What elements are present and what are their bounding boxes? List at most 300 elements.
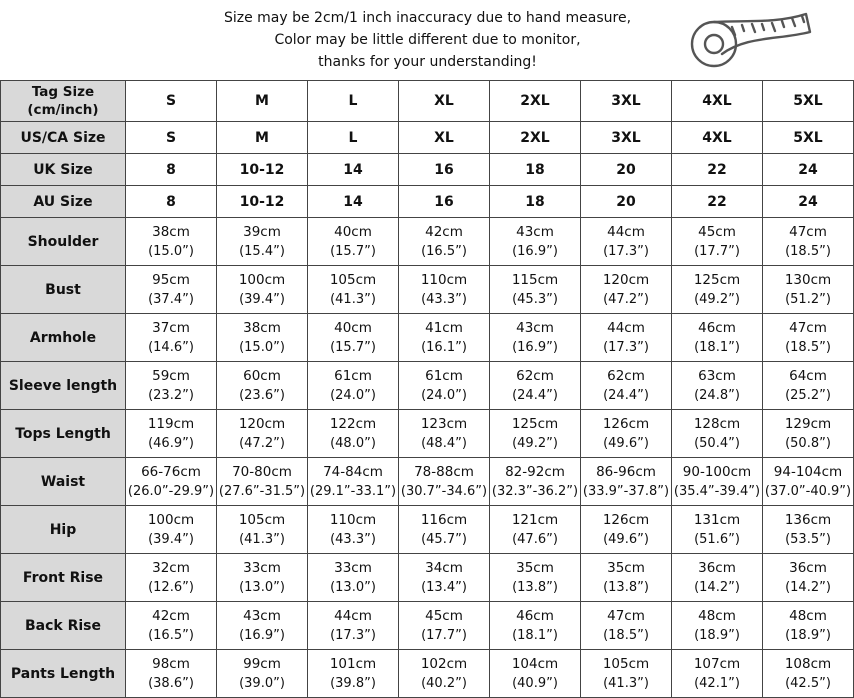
inch-value: (51.2”)	[785, 291, 831, 307]
inch-value: (41.3”)	[239, 531, 285, 547]
cm-value: 122cm	[329, 415, 377, 432]
inch-value: (13.8”)	[603, 579, 649, 595]
inch-value: (16.5”)	[421, 243, 467, 259]
cm-value: 37cm	[152, 319, 190, 336]
measurement-row	[1, 602, 854, 650]
cm-value: 33cm	[334, 559, 372, 576]
measurement-cell	[490, 218, 581, 266]
header-row	[1, 186, 854, 218]
cm-value: 66-76cm	[141, 463, 201, 480]
measurement-cell	[308, 458, 399, 506]
cm-value: 120cm	[602, 271, 650, 288]
header-row	[1, 154, 854, 186]
cm-value: 116cm	[420, 511, 468, 528]
cm-value: 61cm	[425, 367, 463, 384]
cm-value: 95cm	[152, 271, 190, 288]
size-cell: 20	[581, 154, 672, 186]
row-label: Back Rise	[1, 602, 126, 650]
measurement-cell	[399, 458, 490, 506]
measurement-cell	[126, 602, 217, 650]
inch-value: (50.8”)	[785, 435, 831, 451]
cm-value: 119cm	[147, 415, 195, 432]
cm-value: 105cm	[329, 271, 377, 288]
measurement-cell	[217, 602, 308, 650]
size-cell: L	[308, 122, 399, 154]
inch-value: (18.9”)	[785, 627, 831, 643]
inch-value: (18.5”)	[603, 627, 649, 643]
row-label: US/CA Size	[1, 122, 126, 154]
size-cell: 8	[126, 154, 217, 186]
measurement-row	[1, 266, 854, 314]
size-cell: 5XL	[763, 122, 854, 154]
inch-value: (32.3”-36.2”)	[491, 483, 579, 499]
cm-value: 46cm	[698, 319, 736, 336]
inch-value: (15.4”)	[239, 243, 285, 259]
inch-value: (18.1”)	[694, 339, 740, 355]
inch-value: (48.4”)	[421, 435, 467, 451]
measurement-cell	[490, 506, 581, 554]
measurement-cell	[308, 266, 399, 314]
measurement-cell	[126, 410, 217, 458]
row-label: Hip	[1, 506, 126, 554]
cm-value: 123cm	[420, 415, 468, 432]
inch-value: (23.2”)	[148, 387, 194, 403]
cm-value: 33cm	[243, 559, 281, 576]
measurement-cell	[399, 554, 490, 602]
measurement-cell	[581, 554, 672, 602]
measurement-cell	[763, 602, 854, 650]
inch-value: (17.7”)	[421, 627, 467, 643]
inch-value: (14.2”)	[785, 579, 831, 595]
measurement-cell	[672, 602, 763, 650]
measurement-cell	[581, 650, 672, 698]
measurement-cell	[672, 410, 763, 458]
size-cell: 20	[581, 186, 672, 218]
size-cell: 16	[399, 186, 490, 218]
notice-line-1: Size may be 2cm/1 inch inaccuracy due to hand measure,	[223, 10, 632, 26]
inch-value: (33.9”-37.8”)	[582, 483, 670, 499]
measurement-cell	[126, 650, 217, 698]
cm-value: 105cm	[238, 511, 286, 528]
header-row	[1, 122, 854, 154]
inch-value: (49.6”)	[603, 531, 649, 547]
size-cell: S	[126, 122, 217, 154]
measurement-cell	[308, 218, 399, 266]
cm-value: 46cm	[516, 607, 554, 624]
size-cell: 3XL	[581, 122, 672, 154]
size-cell: 22	[672, 154, 763, 186]
inch-value: (40.2”)	[421, 675, 467, 691]
inch-value: (49.6”)	[603, 435, 649, 451]
row-label: Armhole	[1, 314, 126, 362]
measurement-cell	[308, 314, 399, 362]
size-cell: 14	[308, 154, 399, 186]
measurement-cell	[672, 266, 763, 314]
inch-value: (50.4”)	[694, 435, 740, 451]
inch-value: (40.9”)	[512, 675, 558, 691]
cm-value: 42cm	[425, 223, 463, 240]
measurement-cell	[217, 458, 308, 506]
measurement-cell	[399, 602, 490, 650]
cm-value: 105cm	[602, 655, 650, 672]
inch-value: (35.4”-39.4”)	[673, 483, 761, 499]
cm-value: 64cm	[789, 367, 827, 384]
inch-value: (25.2”)	[785, 387, 831, 403]
inch-value: (18.1”)	[512, 627, 558, 643]
cm-value: 36cm	[789, 559, 827, 576]
cm-value: 86-96cm	[596, 463, 656, 480]
cm-value: 41cm	[425, 319, 463, 336]
measurement-cell	[763, 506, 854, 554]
measurement-cell	[490, 266, 581, 314]
row-label: Waist	[1, 458, 126, 506]
cm-value: 44cm	[607, 223, 645, 240]
measurement-cell	[399, 650, 490, 698]
cm-value: 40cm	[334, 223, 372, 240]
inch-value: (43.3”)	[330, 531, 376, 547]
measurement-cell	[672, 554, 763, 602]
row-label: Front Rise	[1, 554, 126, 602]
inch-value: (46.9”)	[148, 435, 194, 451]
measurement-cell	[217, 554, 308, 602]
measurement-row	[1, 650, 854, 698]
cm-value: 115cm	[511, 271, 559, 288]
size-cell: 16	[399, 154, 490, 186]
inch-value: (13.0”)	[239, 579, 285, 595]
cm-value: 120cm	[238, 415, 286, 432]
measurement-cell	[126, 362, 217, 410]
measurement-cell	[672, 362, 763, 410]
inch-value: (24.4”)	[512, 387, 558, 403]
row-label: Pants Length	[1, 650, 126, 698]
cm-value: 48cm	[789, 607, 827, 624]
inch-value: (48.0”)	[330, 435, 376, 451]
cm-value: 101cm	[329, 655, 377, 672]
inch-value: (49.2”)	[694, 291, 740, 307]
cm-value: 94-104cm	[773, 463, 843, 480]
cm-value: 38cm	[152, 223, 190, 240]
inch-value: (15.0”)	[239, 339, 285, 355]
cm-value: 35cm	[607, 559, 645, 576]
inch-value: (16.9”)	[512, 243, 558, 259]
cm-value: 63cm	[698, 367, 736, 384]
inch-value: (24.0”)	[330, 387, 376, 403]
cm-value: 44cm	[334, 607, 372, 624]
measurement-cell	[490, 458, 581, 506]
cm-value: 125cm	[693, 271, 741, 288]
inch-value: (39.4”)	[148, 531, 194, 547]
measurement-cell	[126, 554, 217, 602]
inch-value: (43.3”)	[421, 291, 467, 307]
measurement-cell	[126, 218, 217, 266]
cm-value: 47cm	[607, 607, 645, 624]
measurement-cell	[399, 506, 490, 554]
inch-value: (16.9”)	[239, 627, 285, 643]
measurement-cell	[490, 362, 581, 410]
measurement-cell	[217, 266, 308, 314]
cm-value: 36cm	[698, 559, 736, 576]
measurement-cell	[763, 314, 854, 362]
cm-value: 129cm	[784, 415, 832, 432]
measurement-cell	[763, 266, 854, 314]
notice-line-2: Color may be little different due to monitor,	[274, 32, 581, 48]
measurement-cell	[126, 314, 217, 362]
cm-value: 48cm	[698, 607, 736, 624]
measurement-cell	[672, 218, 763, 266]
cm-value: 108cm	[784, 655, 832, 672]
measurement-cell	[763, 458, 854, 506]
row-label: Tops Length	[1, 410, 126, 458]
inch-value: (24.8”)	[694, 387, 740, 403]
inch-value: (16.1”)	[421, 339, 467, 355]
cm-value: 35cm	[516, 559, 554, 576]
cm-value: 61cm	[334, 367, 372, 384]
cm-value: 70-80cm	[232, 463, 292, 480]
measurement-cell	[308, 554, 399, 602]
measurement-row	[1, 458, 854, 506]
inch-value: (18.5”)	[785, 243, 831, 259]
measurement-cell	[126, 266, 217, 314]
measurement-row	[1, 218, 854, 266]
size-cell: 24	[763, 186, 854, 218]
measurement-cell	[490, 602, 581, 650]
inch-value: (39.4”)	[239, 291, 285, 307]
measurement-cell	[126, 458, 217, 506]
inch-value: (39.0”)	[239, 675, 285, 691]
size-cell: XL	[399, 81, 490, 122]
measurement-row	[1, 506, 854, 554]
size-cell: 4XL	[672, 81, 763, 122]
row-label: Tag Size (cm/inch)	[1, 81, 126, 122]
cm-value: 43cm	[516, 319, 554, 336]
inch-value: (37.4”)	[148, 291, 194, 307]
cm-value: 38cm	[243, 319, 281, 336]
cm-value: 128cm	[693, 415, 741, 432]
measurement-cell	[308, 410, 399, 458]
measurement-row	[1, 314, 854, 362]
cm-value: 43cm	[516, 223, 554, 240]
inch-value: (15.7”)	[330, 339, 376, 355]
inch-value: (17.7”)	[694, 243, 740, 259]
inch-value: (49.2”)	[512, 435, 558, 451]
size-cell: M	[217, 81, 308, 122]
size-cell: 22	[672, 186, 763, 218]
cm-value: 107cm	[693, 655, 741, 672]
measurement-cell	[217, 650, 308, 698]
notice-line-3: thanks for your understanding!	[318, 54, 537, 70]
measurement-cell	[581, 266, 672, 314]
measurement-cell	[217, 218, 308, 266]
measurement-cell	[490, 554, 581, 602]
inch-value: (45.3”)	[512, 291, 558, 307]
size-cell: 2XL	[490, 81, 581, 122]
inch-value: (15.7”)	[330, 243, 376, 259]
inch-value: (13.4”)	[421, 579, 467, 595]
inch-value: (17.3”)	[330, 627, 376, 643]
measurement-cell	[490, 410, 581, 458]
size-cell: 10-12	[217, 186, 308, 218]
cm-value: 40cm	[334, 319, 372, 336]
cm-value: 102cm	[420, 655, 468, 672]
measurement-cell	[399, 362, 490, 410]
size-cell: M	[217, 122, 308, 154]
measurement-cell	[672, 314, 763, 362]
inch-value: (16.9”)	[512, 339, 558, 355]
cm-value: 32cm	[152, 559, 190, 576]
row-label: Sleeve length	[1, 362, 126, 410]
size-cell: XL	[399, 122, 490, 154]
measurement-cell	[581, 602, 672, 650]
inch-value: (17.3”)	[603, 243, 649, 259]
cm-value: 47cm	[789, 223, 827, 240]
measurement-cell	[399, 314, 490, 362]
size-cell: 18	[490, 186, 581, 218]
inch-value: (24.4”)	[603, 387, 649, 403]
cm-value: 126cm	[602, 511, 650, 528]
inch-value: (16.5”)	[148, 627, 194, 643]
measurement-cell	[217, 506, 308, 554]
size-cell: L	[308, 81, 399, 122]
inch-value: (39.8”)	[330, 675, 376, 691]
inch-value: (47.2”)	[239, 435, 285, 451]
header-row	[1, 81, 854, 122]
inch-value: (29.1”-33.1”)	[309, 483, 397, 499]
cm-value: 60cm	[243, 367, 281, 384]
cm-value: 130cm	[784, 271, 832, 288]
size-cell: 18	[490, 154, 581, 186]
inch-value: (13.8”)	[512, 579, 558, 595]
size-cell: 10-12	[217, 154, 308, 186]
measurement-cell	[308, 602, 399, 650]
cm-value: 74-84cm	[323, 463, 383, 480]
size-cell: 2XL	[490, 122, 581, 154]
row-label: UK Size	[1, 154, 126, 186]
cm-value: 39cm	[243, 223, 281, 240]
measurement-cell	[672, 650, 763, 698]
measurement-row	[1, 554, 854, 602]
measurement-cell	[763, 554, 854, 602]
inch-value: (14.2”)	[694, 579, 740, 595]
inch-value: (27.6”-31.5”)	[218, 483, 306, 499]
cm-value: 104cm	[511, 655, 559, 672]
inch-value: (41.3”)	[330, 291, 376, 307]
inch-value: (12.6”)	[148, 579, 194, 595]
inch-value: (45.7”)	[421, 531, 467, 547]
cm-value: 99cm	[243, 655, 281, 672]
measurement-cell	[581, 458, 672, 506]
measurement-cell	[581, 362, 672, 410]
cm-value: 44cm	[607, 319, 645, 336]
size-cell: 4XL	[672, 122, 763, 154]
measurement-cell	[308, 506, 399, 554]
size-cell: 14	[308, 186, 399, 218]
size-cell: 24	[763, 154, 854, 186]
inch-value: (23.6”)	[239, 387, 285, 403]
inch-value: (47.6”)	[512, 531, 558, 547]
measuring-tape-icon	[684, 10, 814, 72]
measurement-cell	[217, 410, 308, 458]
cm-value: 45cm	[425, 607, 463, 624]
cm-value: 42cm	[152, 607, 190, 624]
inch-value: (18.5”)	[785, 339, 831, 355]
size-table	[0, 80, 854, 698]
cm-value: 110cm	[420, 271, 468, 288]
cm-value: 59cm	[152, 367, 190, 384]
measurement-cell	[581, 314, 672, 362]
inch-value: (42.5”)	[785, 675, 831, 691]
cm-value: 62cm	[607, 367, 645, 384]
notice-text	[180, 7, 675, 73]
measurement-cell	[308, 362, 399, 410]
cm-value: 78-88cm	[414, 463, 474, 480]
inch-value: (38.6”)	[148, 675, 194, 691]
inch-value: (47.2”)	[603, 291, 649, 307]
measurement-cell	[763, 218, 854, 266]
cm-value: 100cm	[238, 271, 286, 288]
inch-value: (13.0”)	[330, 579, 376, 595]
cm-value: 34cm	[425, 559, 463, 576]
measurement-cell	[581, 218, 672, 266]
measurement-cell	[763, 362, 854, 410]
size-cell: 8	[126, 186, 217, 218]
inch-value: (30.7”-34.6”)	[400, 483, 488, 499]
cm-value: 82-92cm	[505, 463, 565, 480]
cm-value: 126cm	[602, 415, 650, 432]
notice-header	[0, 0, 854, 81]
size-cell: S	[126, 81, 217, 122]
inch-value: (53.5”)	[785, 531, 831, 547]
cm-value: 47cm	[789, 319, 827, 336]
measurement-cell	[126, 506, 217, 554]
measurement-cell	[490, 314, 581, 362]
measurement-cell	[763, 650, 854, 698]
measurement-cell	[399, 410, 490, 458]
cm-value: 98cm	[152, 655, 190, 672]
inch-value: (26.0”-29.9”)	[127, 483, 215, 499]
measurement-cell	[672, 458, 763, 506]
cm-value: 136cm	[784, 511, 832, 528]
measurement-cell	[217, 362, 308, 410]
inch-value: (42.1”)	[694, 675, 740, 691]
row-label: Bust	[1, 266, 126, 314]
measurement-cell	[490, 650, 581, 698]
inch-value: (41.3”)	[603, 675, 649, 691]
measurement-row	[1, 410, 854, 458]
size-cell: 3XL	[581, 81, 672, 122]
inch-value: (17.3”)	[603, 339, 649, 355]
inch-value: (51.6”)	[694, 531, 740, 547]
measurement-cell	[672, 506, 763, 554]
cm-value: 90-100cm	[682, 463, 752, 480]
cm-value: 110cm	[329, 511, 377, 528]
row-label: AU Size	[1, 186, 126, 218]
inch-value: (18.9”)	[694, 627, 740, 643]
measurement-cell	[399, 218, 490, 266]
inch-value: (37.0”-40.9”)	[764, 483, 852, 499]
measurement-cell	[581, 506, 672, 554]
cm-value: 43cm	[243, 607, 281, 624]
measurement-cell	[581, 410, 672, 458]
cm-value: 125cm	[511, 415, 559, 432]
measurement-cell	[763, 410, 854, 458]
measurement-cell	[399, 266, 490, 314]
inch-value: (15.0”)	[148, 243, 194, 259]
cm-value: 121cm	[511, 511, 559, 528]
inch-value: (14.6”)	[148, 339, 194, 355]
measurement-row	[1, 362, 854, 410]
cm-value: 45cm	[698, 223, 736, 240]
cm-value: 131cm	[693, 511, 741, 528]
